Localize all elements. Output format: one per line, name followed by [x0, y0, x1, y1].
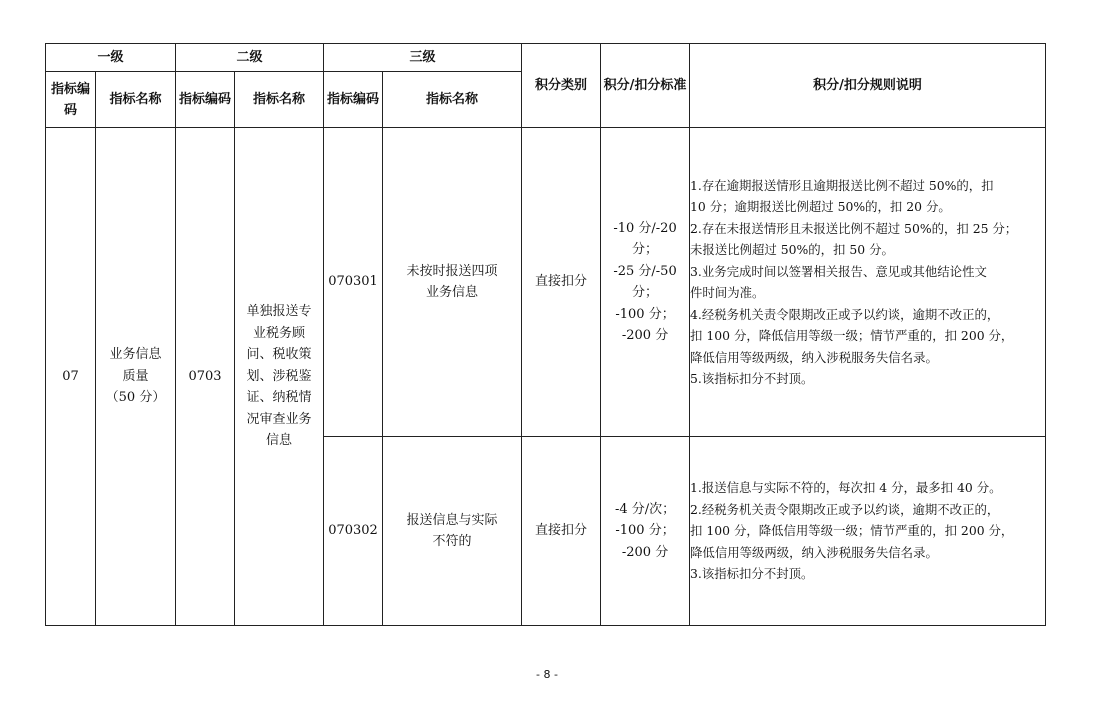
text-line: 业税务顾	[253, 325, 306, 341]
level1-code: 07	[46, 128, 96, 626]
text-line: -4 分/次；	[614, 501, 676, 517]
text-line: -25 分/-50	[613, 263, 677, 279]
text-line: （50 分）	[105, 390, 166, 406]
level2-name	[235, 128, 324, 626]
header-level2: 二级	[176, 44, 324, 72]
header-level1-code: 指标编码	[46, 72, 96, 128]
header-level2-name: 指标名称	[235, 72, 324, 128]
text-line: 不符的	[432, 534, 472, 549]
header-level3-name: 指标名称	[383, 72, 522, 128]
level3-name	[383, 128, 522, 437]
text-line: 5.该指标扣分不封顶。	[690, 371, 814, 386]
text-line: 分；	[632, 285, 659, 300]
text-line: 划、涉税鉴	[246, 368, 312, 384]
text-line: 1.存在逾期报送情形且逾期报送比例不超过 50%的，扣	[690, 177, 994, 193]
header-level2-code: 指标编码	[176, 72, 235, 128]
text-line: -10 分/-20	[613, 220, 677, 236]
score-type: 直接扣分	[522, 128, 601, 437]
text-line: 况审查业务	[246, 411, 312, 427]
level2-code: 0703	[176, 128, 235, 626]
text-line: 1.报送信息与实际不符的，每次扣 4 分，最多扣 40 分。	[690, 480, 1002, 496]
level3-code: 070301	[324, 128, 383, 437]
score-standard	[601, 128, 690, 437]
score-type: 直接扣分	[522, 437, 601, 626]
text-line: 扣 100 分，降低信用等级一级；情节严重的，扣 200 分，	[690, 328, 1014, 343]
text-line: 未报送比例超过 50%的，扣 50 分。	[690, 242, 894, 257]
header-level1-name: 指标名称	[96, 72, 176, 128]
level3-name	[383, 437, 522, 626]
level3-code: 070302	[324, 437, 383, 626]
rule-description	[690, 437, 1046, 626]
text-line: -200 分	[621, 328, 669, 343]
text-line: 4.经税务机关责令限期改正或予以约谈，逾期不改正的，	[690, 306, 1000, 322]
header-score-standard	[601, 44, 690, 128]
text-line: 信息	[266, 433, 293, 449]
header-score-standard-text: 积分/扣分标准	[603, 78, 687, 93]
text-line: 未按时报送四项	[406, 263, 498, 279]
text-line: 业务信息	[426, 285, 479, 300]
text-line: -100 分；	[615, 306, 675, 322]
text-line: -200 分	[621, 544, 669, 560]
text-line: 业务信息	[109, 347, 162, 363]
header-rule-description: 积分/扣分规则说明	[690, 44, 1046, 128]
header-level3: 三级	[324, 44, 522, 72]
page-number: - 8 -	[536, 668, 558, 681]
text-line: 扣 100 分，降低信用等级一级；情节严重的，扣 200 分，	[690, 523, 1014, 539]
text-line: 3.业务完成时间以签署相关报告、意见或其他结论性文	[690, 263, 987, 279]
table-row	[46, 128, 1046, 437]
level1-name	[96, 128, 176, 626]
header-level3-code: 指标编码	[324, 72, 383, 128]
header-score-type: 积分类别	[522, 44, 601, 128]
text-line: 2.经税务机关责令限期改正或予以约谈，逾期不改正的，	[690, 501, 1000, 517]
text-line: 降低信用等级两级，纳入涉税服务失信名录。	[690, 349, 938, 365]
text-line: 分；	[632, 242, 659, 257]
text-line: 质量	[122, 368, 149, 384]
text-line: 单独报送专	[246, 304, 312, 320]
text-line: 10 分；逾期报送比例超过 50%的，扣 20 分。	[690, 199, 951, 214]
text-line: 2.存在未报送情形且未报送比例不超过 50%的，扣 25 分；	[690, 220, 1018, 236]
text-line: 件时间为准。	[690, 285, 765, 300]
text-line: 问、税收策	[246, 347, 312, 363]
text-line: 证、纳税情	[246, 390, 312, 406]
score-standard	[601, 437, 690, 626]
text-line: 3.该指标扣分不封顶。	[690, 566, 814, 582]
text-line: 降低信用等级两级，纳入涉税服务失信名录。	[690, 544, 938, 560]
header-level1: 一级	[46, 44, 176, 72]
text-line: 报送信息与实际	[406, 512, 498, 528]
indicator-table	[45, 43, 1046, 626]
rule-description	[690, 128, 1046, 437]
text-line: -100 分；	[615, 523, 675, 539]
